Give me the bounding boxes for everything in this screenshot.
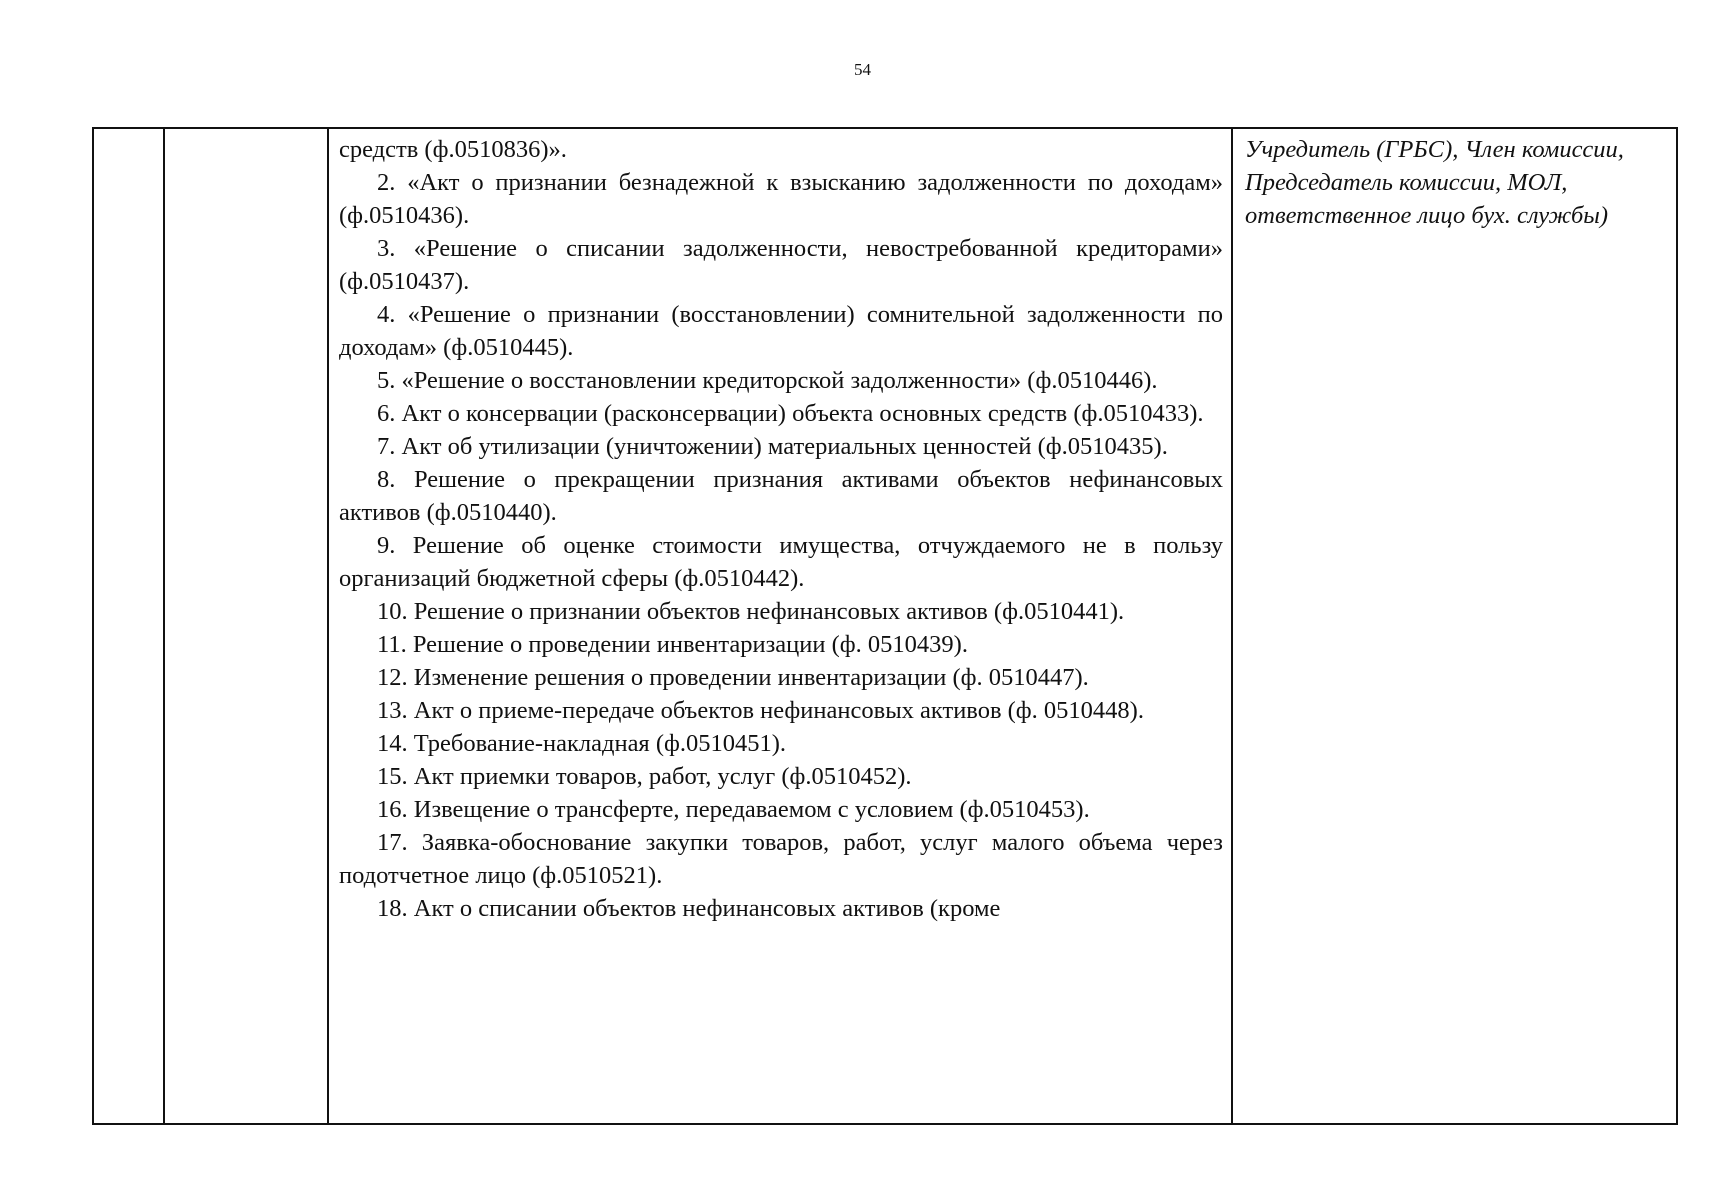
document-item: 16. Извещение о трансферте, передаваемом с условием (ф.0510453). xyxy=(377,796,1090,823)
document-item: 14. Требование-накладная (ф.0510451). xyxy=(377,730,787,757)
name-cell xyxy=(164,128,328,1124)
document-item: 17. Заявка-обоснование закупки товаров, работ, услуг малого объема через подотчетное лицо (ф.0510521). xyxy=(339,829,1223,889)
document-item: 6. Акт о консервации (расконсервации) объекта основных средств (ф.0510433). xyxy=(377,400,1204,427)
document-item: 12. Изменение решения о проведении инвентаризации (ф. 0510447). xyxy=(377,664,1089,691)
roles-text: Учредитель (ГРБС), Член комиссии, Председатель комиссии, МОЛ, ответственное лицо бух. службы) xyxy=(1245,136,1624,229)
number-cell xyxy=(93,128,164,1124)
document-item: 4. «Решение о признании (восстановлении) сомнительной задолженности по доходам» (ф.0510445). xyxy=(339,301,1223,361)
document-item: 2. «Акт о признании безнадежной к взысканию задолженности по доходам» (ф.0510436). xyxy=(339,169,1223,229)
page-number: 54 xyxy=(854,60,871,79)
document-item: средств (ф.0510836)». xyxy=(339,136,567,163)
roles-cell xyxy=(1232,128,1677,1124)
document-item: 8. Решение о прекращении признания активами объектов нефинансовых активов (ф.0510440). xyxy=(339,466,1223,526)
document-table xyxy=(92,127,1678,1125)
table-row xyxy=(93,128,1677,1124)
document-item: 13. Акт о приеме-передаче объектов нефинансовых активов (ф. 0510448). xyxy=(377,697,1144,724)
document-item: 11. Решение о проведении инвентаризации (ф. 0510439). xyxy=(377,631,968,658)
document-item: 10. Решение о признании объектов нефинансовых активов (ф.0510441). xyxy=(377,598,1125,625)
document-item: 7. Акт об утилизации (уничтожении) материальных ценностей (ф.0510435). xyxy=(377,433,1168,460)
documents-cell xyxy=(328,128,1232,1124)
document-item: 18. Акт о списании объектов нефинансовых активов (кроме xyxy=(377,895,1001,922)
document-item: 5. «Решение о восстановлении кредиторской задолженности» (ф.0510446). xyxy=(377,367,1158,394)
document-item: 9. Решение об оценке стоимости имущества, отчуждаемого не в пользу организаций бюджетной сферы (ф.0510442). xyxy=(339,532,1223,592)
document-item: 3. «Решение о списании задолженности, невостребованной кредиторами» (ф.0510437). xyxy=(339,235,1223,295)
document-item: 15. Акт приемки товаров, работ, услуг (ф.0510452). xyxy=(377,763,912,790)
